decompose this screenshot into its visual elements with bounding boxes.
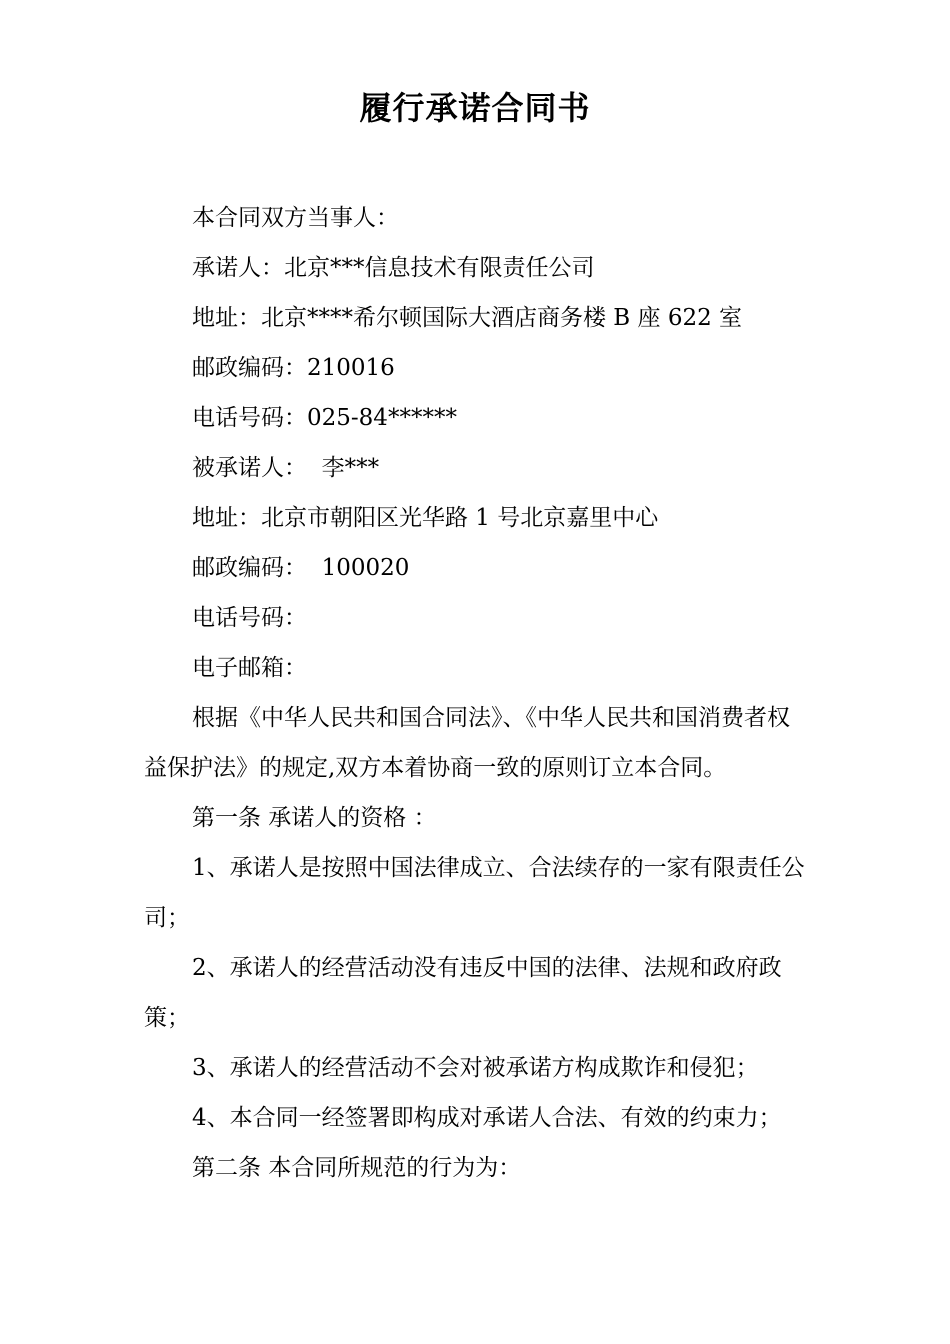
paragraph-article-1-heading: 第一条 承诺人的资格 ： (192, 805, 437, 831)
paragraph-promisee-email: 电子邮箱： (192, 655, 307, 681)
paragraph-article-1-item-1: 1、承诺人是按照中国法律成立、合法续存的一家有限责任公司； (144, 855, 805, 931)
document-body (144, 193, 808, 1193)
paragraph-promisor-postcode: 邮政编码：210016 (192, 355, 395, 381)
paragraph-promisor-address: 地址：北京****希尔顿国际大酒店商务楼 B 座 622 室 (192, 305, 743, 331)
paragraph-promisee-postcode: 邮政编码： 100020 (192, 555, 410, 581)
paragraph-promisor-phone: 电话号码：025-84****** (192, 405, 457, 431)
paragraph-legal-basis: 根据《中华人民共和国合同法》、《中华人民共和国消费者权益保护法》的规定,双方本着协商一致的原则订立本合同。 (144, 705, 790, 781)
paragraph-promisor: 承诺人：北京***信息技术有限责任公司 (192, 255, 595, 281)
paragraph-promisee-address: 地址：北京市朝阳区光华路 1 号北京嘉里中心 (192, 505, 659, 531)
paragraph-parties-intro: 本合同双方当事人： (192, 205, 399, 231)
paragraph-article-1-item-4: 4、本合同一经签署即构成对承诺人合法、有效的约束力； (192, 1105, 782, 1131)
paragraph-article-1-item-3: 3、承诺人的经营活动不会对被承诺方构成欺诈和侵犯； (192, 1055, 759, 1081)
paragraph-promisee-phone: 电话号码： (192, 605, 307, 631)
document-title: 履行承诺合同书 (359, 89, 591, 127)
paragraph-article-1-item-2: 2、承诺人的经营活动没有违反中国的法律、法规和政府政策； (144, 955, 782, 1031)
paragraph-article-2-heading: 第二条 本合同所规范的行为为： (192, 1155, 522, 1181)
paragraph-promisee: 被承诺人： 李*** (192, 455, 380, 481)
